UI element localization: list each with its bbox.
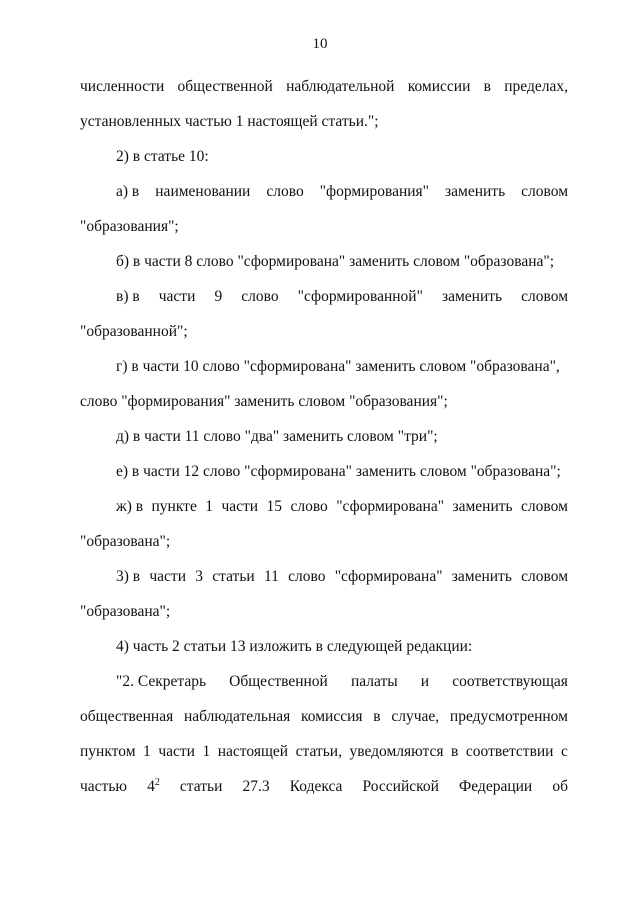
list-item-3-line-2: "образована"; <box>80 603 171 620</box>
word: 1 <box>143 743 151 760</box>
word: наблюдательной <box>286 78 395 95</box>
word: 9 <box>214 288 223 305</box>
list-item-3-line-1 <box>116 567 568 587</box>
list-item-zh-line-2: "образована"; <box>80 533 171 550</box>
superscript-exponent: 2 <box>154 776 160 788</box>
word: словом <box>521 498 568 515</box>
text-line-1 <box>80 77 568 97</box>
quote-line-4 <box>80 777 568 797</box>
word: 3) в <box>116 568 141 585</box>
word: статьи <box>212 568 255 585</box>
word: 15 <box>266 498 283 515</box>
word: в) в <box>116 288 140 305</box>
word: 1 <box>205 498 214 515</box>
list-item-g-line-1: г) в части 10 слово "сформирована" заменить словом "образована", <box>116 358 560 375</box>
word: 11 <box>263 568 279 585</box>
word: наблюдательная <box>183 708 291 725</box>
superscript-number <box>147 777 160 797</box>
list-item-v-line-1 <box>116 287 568 307</box>
word: соответствии <box>465 743 554 760</box>
quote-line-3 <box>80 742 568 762</box>
page-number: 10 <box>312 36 328 52</box>
word: 1 <box>202 743 211 760</box>
word: наименовании <box>155 183 251 200</box>
list-item-e: е) в части 12 слово "сформирована" заменить словом "образована"; <box>116 463 561 480</box>
list-item-d: д) в части 11 слово "два" заменить словом "три"; <box>116 428 438 445</box>
word: части <box>158 743 195 760</box>
word: заменить <box>451 568 512 585</box>
word: предусмотренном <box>449 708 568 725</box>
word: статьи <box>179 778 223 795</box>
word: статьи, <box>295 743 342 760</box>
word: Общественной <box>229 673 328 690</box>
word: палаты <box>350 673 398 690</box>
word: слово <box>241 288 279 305</box>
word: Кодекса <box>289 778 343 795</box>
word: ж) в <box>116 498 144 515</box>
word: слово <box>266 183 304 200</box>
word: "2. Секретарь <box>116 673 207 690</box>
word: общественная <box>80 708 174 725</box>
word: комиссия <box>301 708 363 725</box>
word: частью <box>80 778 127 795</box>
word: части <box>221 498 259 515</box>
word: пунктом <box>80 743 136 760</box>
list-item-zh-line-1 <box>116 497 568 517</box>
word: численности <box>80 78 165 95</box>
word: и <box>420 673 430 690</box>
text-line-2: установленных частью 1 настоящей статьи."; <box>80 113 379 130</box>
word: в <box>373 708 381 725</box>
word: "сформирована" <box>334 568 443 585</box>
word: словом <box>521 288 568 305</box>
list-item-v-line-2: "образованной"; <box>80 323 188 340</box>
word: в <box>451 743 459 760</box>
word: словом <box>521 183 568 200</box>
word: пункте <box>151 498 197 515</box>
list-item-b: б) в части 8 слово "сформирована" заменить словом "образована"; <box>116 253 555 270</box>
quote-line-2 <box>80 707 568 727</box>
word: уведомляются <box>349 743 444 760</box>
word: комиссии <box>407 78 471 95</box>
word: 3 <box>195 568 203 585</box>
superscript-base: 4 <box>147 778 155 795</box>
word: заменить <box>441 288 503 305</box>
word: части <box>158 288 196 305</box>
word: в <box>483 78 491 95</box>
word: слово <box>290 498 328 515</box>
list-item-4: 4) часть 2 статьи 13 изложить в следующей редакции: <box>116 638 473 655</box>
word: Российской <box>362 778 439 795</box>
word: "сформирована" <box>336 498 445 515</box>
word: а) в <box>116 183 140 200</box>
word: заменить <box>452 498 513 515</box>
word: об <box>552 778 568 795</box>
quote-line-1 <box>116 672 568 692</box>
list-item-g-line-2: слово "формирования" заменить словом "образования"; <box>80 393 448 410</box>
list-item-a-line-1 <box>116 182 568 202</box>
word: с <box>561 743 568 760</box>
word: пределах, <box>504 78 568 95</box>
word: случае, <box>391 708 440 725</box>
word: настоящей <box>217 743 289 760</box>
word: "формирования" <box>319 183 429 200</box>
word: словом <box>521 568 568 585</box>
word: соответствующая <box>452 673 568 690</box>
list-item-a-line-2: "образования"; <box>80 218 179 235</box>
word: слово <box>288 568 326 585</box>
word: 27.3 <box>242 778 270 795</box>
word: общественной <box>177 78 273 95</box>
list-item-2-heading: 2) в статье 10: <box>116 148 209 165</box>
word: "сформированной" <box>297 288 423 305</box>
word: Федерации <box>459 778 533 795</box>
word: заменить <box>445 183 506 200</box>
word: части <box>149 568 186 585</box>
